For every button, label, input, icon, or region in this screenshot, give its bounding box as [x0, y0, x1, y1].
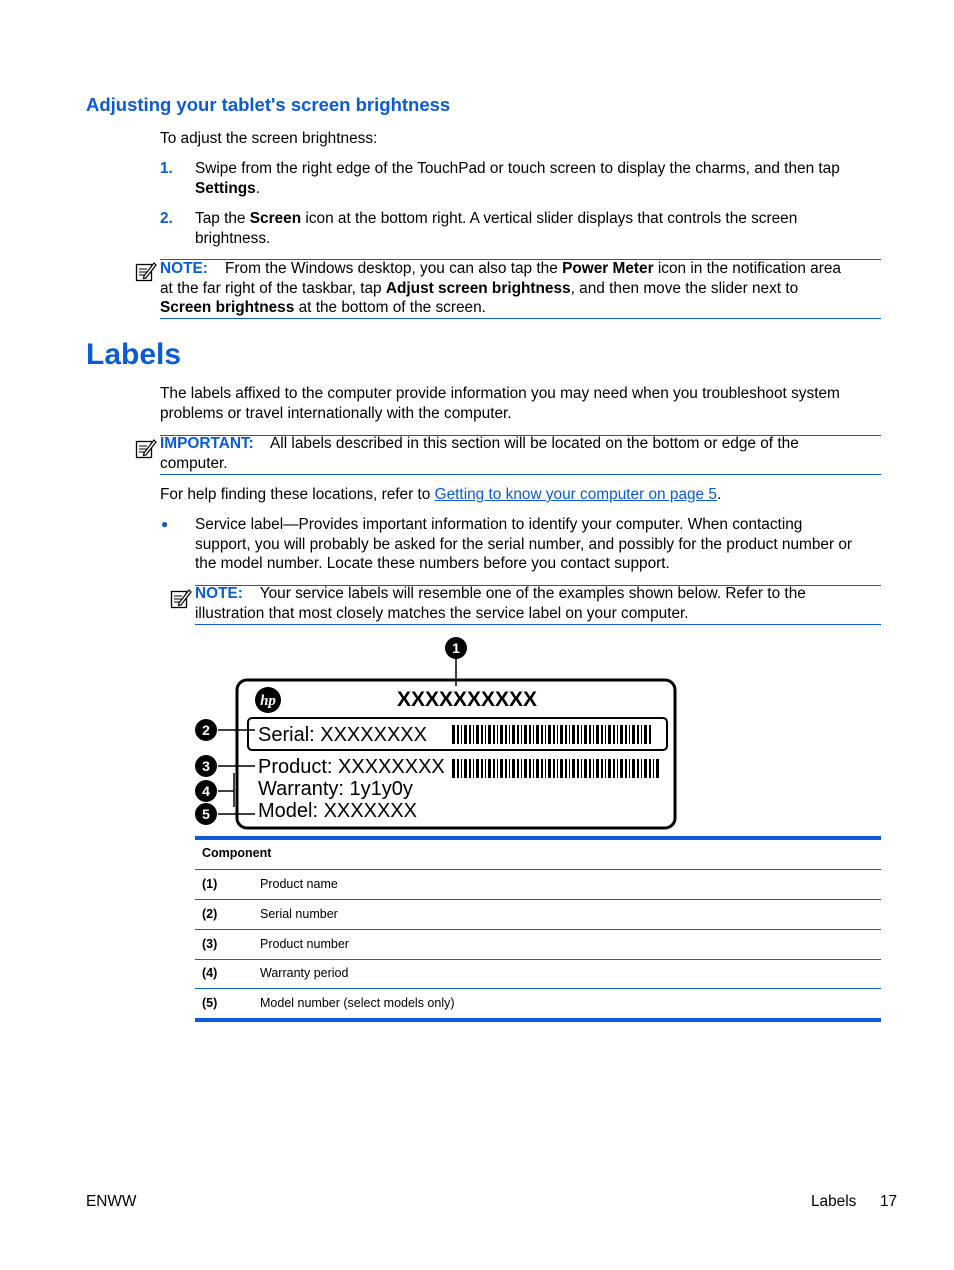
- svg-text:5: 5: [202, 806, 210, 822]
- table-row-5-label: Model number (select models only): [260, 996, 455, 1010]
- table-row-1-num: (1): [202, 877, 218, 891]
- brightness-intro: To adjust the screen brightness:: [160, 130, 378, 147]
- footer-left: ENWW: [86, 1193, 137, 1210]
- help-text: For help finding these locations, refer to Getting to know your computer on page 5.: [160, 486, 722, 503]
- table-row-3-label: Product number: [260, 937, 349, 951]
- table-row-2-label: Serial number: [260, 907, 338, 921]
- note-bottom-rule: [160, 318, 881, 319]
- note-brightness: NOTE: From the Windows desktop, you can also tap the Power Meter icon in the notification area at the far right of the taskbar, tap Adjust screen brightness, and then move the slider next to Screen brightness at the bottom of the screen.: [160, 260, 841, 316]
- hp-logo: [255, 687, 281, 713]
- svg-text:hp: hp: [260, 693, 276, 709]
- footer-page-number: 17: [880, 1193, 898, 1210]
- callout-5: [195, 803, 217, 825]
- note-pencil-icon: [135, 260, 157, 282]
- callout-2: [195, 719, 217, 741]
- label-warranty: Warranty: 1y1y0y: [258, 778, 413, 800]
- note2-pencil-icon: [170, 587, 192, 609]
- svg-text:3: 3: [202, 758, 210, 774]
- table-header-component: Component: [202, 846, 272, 860]
- table-row-4-num: (4): [202, 966, 218, 980]
- bullet-marker: ●: [161, 517, 169, 531]
- table-row-rule: [195, 899, 881, 900]
- callout-1: [445, 637, 467, 659]
- labels-intro: The labels affixed to the computer provide information you may need when you troubleshoot system problems or travel internationally with the computer.: [160, 385, 840, 422]
- table-row-rule: [195, 929, 881, 930]
- table-top-bar: [195, 836, 881, 840]
- important-bottom-rule: [160, 474, 881, 475]
- table-row-rule: [195, 959, 881, 960]
- footer-section: Labels: [811, 1193, 857, 1210]
- table-row-4-label: Warranty period: [260, 966, 349, 980]
- label-serial: Serial: XXXXXXXX: [258, 724, 427, 746]
- callout-3: [195, 755, 217, 777]
- step-number-1: 1.: [160, 160, 173, 177]
- table-row-1-label: Product name: [260, 877, 338, 891]
- table-row-3-num: (3): [202, 937, 218, 951]
- svg-text:1: 1: [452, 640, 460, 656]
- table-row-rule: [195, 988, 881, 989]
- section-heading-labels: Labels: [86, 338, 182, 371]
- note2-bottom-rule: [195, 624, 881, 625]
- section-heading-brightness: Adjusting your tablet's screen brightness: [86, 94, 451, 115]
- service-label-illustration: [190, 633, 690, 833]
- table-header-rule: [195, 869, 881, 870]
- label-model: Model: XXXXXXX: [258, 800, 417, 822]
- table-bottom-bar: [195, 1018, 881, 1022]
- step-number-2: 2.: [160, 210, 173, 227]
- table-row-2-num: (2): [202, 907, 218, 921]
- label-product-name: XXXXXXXXXX: [397, 688, 538, 711]
- svg-text:4: 4: [202, 783, 210, 799]
- svg-text:2: 2: [202, 722, 210, 738]
- step-2-text: Tap the Screen icon at the bottom right. A vertical slider displays that controls the screen brightness.: [195, 210, 798, 247]
- callout-4: [195, 780, 217, 802]
- help-link[interactable]: Getting to know your computer on page 5: [434, 486, 717, 503]
- step-1-text: Swipe from the right edge of the TouchPad or touch screen to display the charms, and then tap Settings.: [195, 160, 840, 197]
- label-product: Product: XXXXXXXX: [258, 756, 445, 778]
- important-pencil-icon: [135, 437, 157, 459]
- table-row-5-num: (5): [202, 996, 218, 1010]
- note-service-labels: NOTE: Your service labels will resemble one of the examples shown below. Refer to the illustration that most closely matches the service label on your computer.: [195, 585, 806, 622]
- service-label-bullet: Service label—Provides important information to identify your computer. When contacting support, you will probably be asked for the serial number, and possibly for the product number or the model number. Locate these numbers before you contact support.: [195, 516, 853, 572]
- important-notice: IMPORTANT: All labels described in this section will be located on the bottom or edge of the computer.: [160, 435, 799, 472]
